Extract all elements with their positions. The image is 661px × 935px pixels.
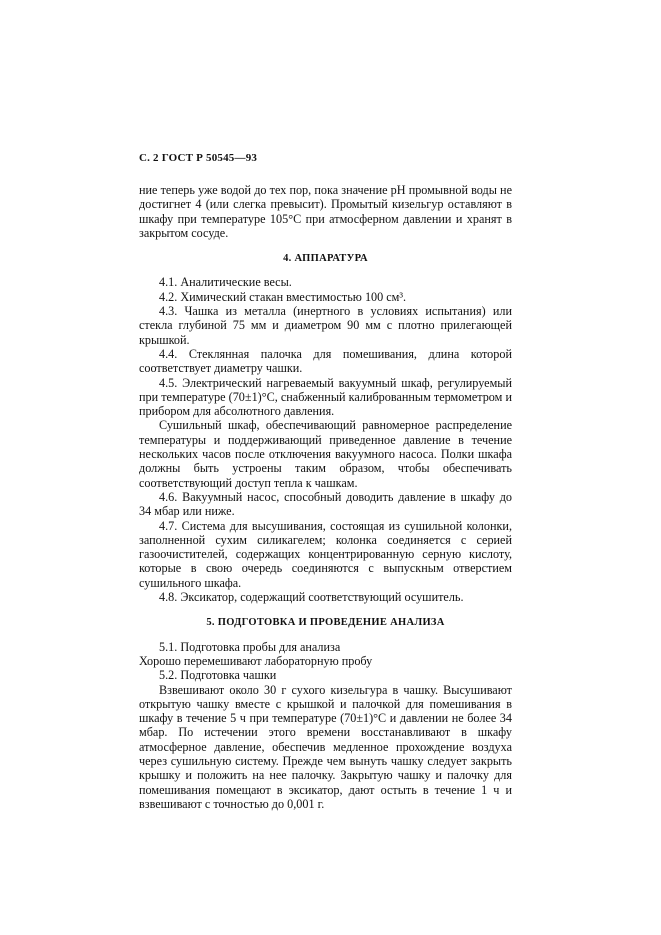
item-4-7: 4.7. Система для высушивания, состоящая из сушильной колонки, заполненной сухим силикагелем; колонка соединяется с серией газоочистителей, содержащих концентрированную серную кислоту, которые в свою очередь соединяются с выпускным отверстием сушильного шкафа. xyxy=(139,518,512,590)
running-header: С. 2 ГОСТ Р 50545—93 xyxy=(139,152,258,164)
item-4-3: 4.3. Чашка из металла (инертного в условиях испытания) или стекла глубиной 75 мм и диаметром 90 мм с плотно прилегающей крышкой. xyxy=(139,304,512,347)
subsection-5-2-title: 5.2. Подготовка чашки xyxy=(159,668,277,683)
item-4-8: 4.8. Эксикатор, содержащий соответствующий осушитель. xyxy=(159,590,464,605)
subsection-5-1-text: Хорошо перемешивают лабораторную пробу xyxy=(139,653,373,668)
subsection-5-2-paragraph: Взвешивают около 30 г сухого кизельгура в чашку. Высушивают открытую чашку вместе с крышкой и палочкой для помешивания в шкафу в течение 5 ч при температуре (70±1)°С и давлении не более 34 мбар. По истечении этого времени восстанавливают в шкафу атмосферное давление, обеспечив медленное прохождение воздуха через сушильную систему. Прежде чем вынуть чашку следует закрыть крышку и положить на нее палочку. Закрытую чашку и палочку для помешивания помещают в эксикатор, дают остыть в течение 1 ч и взвешивают с точностью до 0,001 г. xyxy=(139,682,512,811)
section-4-heading: 4. АППАРАТУРА xyxy=(283,253,368,265)
item-4-5: 4.5. Электрический нагреваемый вакуумный шкаф, регулируемый при температуре (70±1)°С, снабженный калиброванным термометром и прибором для абсолютного давления. xyxy=(139,375,512,419)
item-4-5-drying-cabinet: Сушильный шкаф, обеспечивающий равномерное распределение температуры и поддерживающий приведенное давление в течение нескольких часов после отключения вакуумного насоса. Полки шкафа должны быть устроены таким образом, чтобы обеспечивать соответствующий доступ тепла к чашкам. xyxy=(139,418,512,490)
page-body xyxy=(139,183,512,811)
item-4-4: 4.4. Стеклянная палочка для помешивания, длина которой соответствует диаметру чашки. xyxy=(139,346,512,376)
subsection-5-1-title: 5.1. Подготовка пробы для анализа xyxy=(159,639,341,654)
intro-paragraph: ние теперь уже водой до тех пор, пока значение pH промывной воды не достигнет 4 (или слегка превысит). Промытый кизельгур оставляют в шкафу при температуре 105°С при атмосферном давлении и хранят в закрытом сосуде. xyxy=(139,183,512,240)
item-4-6: 4.6. Вакуумный насос, способный доводить давление в шкафу до 34 мбар или ниже. xyxy=(139,489,512,519)
item-4-2: 4.2. Химический стакан вместимостью 100 см³. xyxy=(159,289,407,304)
section-5-heading: 5. ПОДГОТОВКА И ПРОВЕДЕНИЕ АНАЛИЗА xyxy=(206,617,445,629)
item-4-1: 4.1. Аналитические весы. xyxy=(159,275,292,290)
